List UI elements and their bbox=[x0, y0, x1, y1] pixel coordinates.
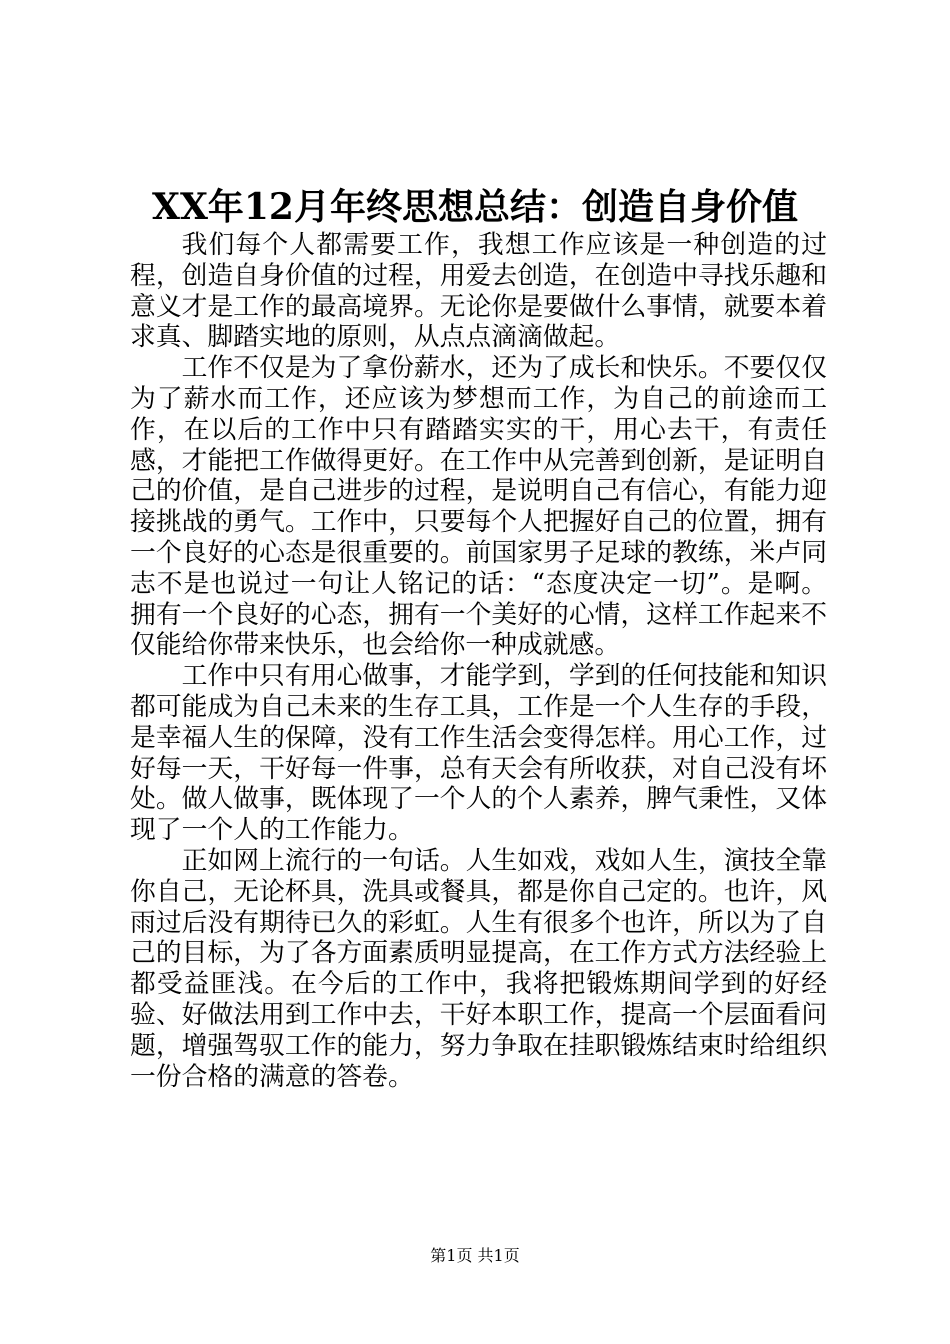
paragraph-4: 正如网上流行的一句话。人生如戏，戏如人生，演技全靠你自己，无论杯具，洗具或餐具，都是你自己定的。也许，风雨过后没有期待已久的彩虹。人生有很多个也许，所以为了自己的目标，为了各方面素质明显提高，在工作方式方法经验上都受益匪浅。在今后的工作中，我将把锻炼期间学到的好经验、好做法用到工作中去，干好本职工作，提高一个层面看问题，增强驾驭工作的能力，努力争取在挂职锻炼结束时给组织一份合格的满意的答卷。 bbox=[130, 845, 827, 1092]
document-body bbox=[130, 230, 827, 1092]
paragraph-3: 工作中只有用心做事，才能学到，学到的任何技能和知识都可能成为自己未来的生存工具，工作是一个人生存的手段，是幸福人生的保障，没有工作生活会变得怎样。用心工作，过好每一天，干好每一件事，总有天会有所收获，对自己没有坏处。做人做事，既体现了一个人的个人素养，脾气秉性，又体现了一个人的工作能力。 bbox=[130, 661, 827, 846]
page-footer: 第1页 共1页 bbox=[430, 1246, 520, 1265]
paragraph-1: 我们每个人都需要工作，我想工作应该是一种创造的过程，创造自身价值的过程，用爱去创造，在创造中寻找乐趣和意义才是工作的最高境界。无论你是要做什么事情，就要本着求真、脚踏实地的原则，从点点滴滴做起。 bbox=[130, 230, 827, 353]
paragraph-2: 工作不仅是为了拿份薪水，还为了成长和快乐。不要仅仅为了薪水而工作，还应该为梦想而工作，为自己的前途而工作，在以后的工作中只有踏踏实实的干，用心去干，有责任感，才能把工作做得更好。在工作中从完善到创新，是证明自己的价值，是自己进步的过程，是说明自己有信心，有能力迎接挑战的勇气。工作中，只要每个人把握好自己的位置，拥有一个良好的心态是很重要的。前国家男子足球的教练，米卢同志不是也说过一句让人铭记的话：“态度决定一切”。是啊。拥有一个良好的心态，拥有一个美好的心情，这样工作起来不仅能给你带来快乐，也会给你一种成就感。 bbox=[130, 353, 827, 661]
document-title: XX年12月年终思想总结：创造自身价值 bbox=[152, 186, 798, 228]
